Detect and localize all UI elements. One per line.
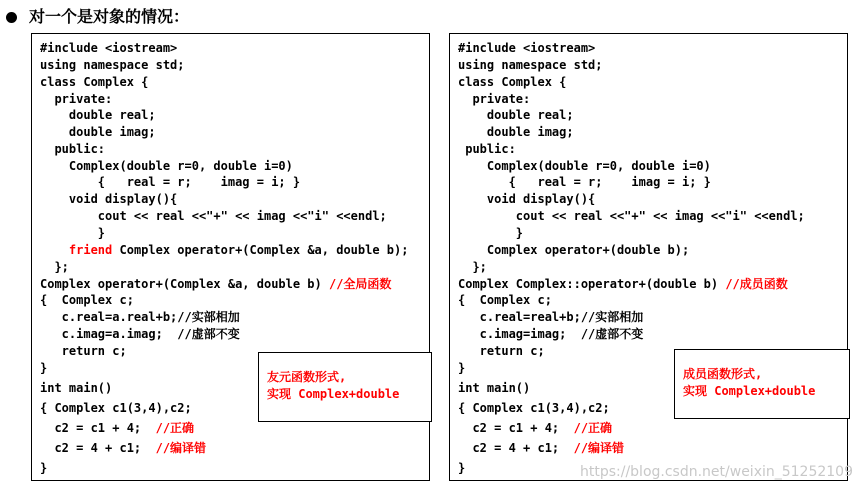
code-line [458, 191, 595, 207]
code-text: } [458, 461, 466, 475]
code-text: #include <iostream> [458, 41, 596, 55]
code-text: using namespace std; [40, 58, 185, 72]
code-text: }; [40, 260, 69, 274]
code-line [40, 309, 240, 325]
code-text: return c; [40, 344, 127, 358]
heading-text: 对一个是对象的情况： [29, 7, 190, 26]
code-text: void display(){ [40, 192, 178, 206]
code-text: Complex Complex::operator+(double b) [458, 277, 726, 291]
code-text: double imag; [458, 125, 574, 139]
code-text: { Complex c; [458, 293, 552, 307]
code-line [458, 225, 523, 241]
code-text: { Complex c1(3,4),c2; [458, 401, 610, 415]
code-text: cout << real <<"+" << imag <<"i" <<endl; [40, 209, 387, 223]
code-text: c2 = c1 + 4; [40, 421, 156, 435]
code-text: } [40, 361, 48, 375]
code-text: cout << real <<"+" << imag <<"i" <<endl; [458, 209, 805, 223]
code-line [458, 91, 530, 107]
code-line [40, 40, 177, 56]
code-line [40, 242, 408, 258]
code-line [458, 400, 610, 416]
code-line [458, 259, 487, 275]
code-text: #include <iostream> [40, 41, 178, 55]
code-text: Complex(double r=0, double i=0) [40, 159, 293, 173]
code-line [458, 242, 689, 258]
code-text: private: [40, 92, 113, 106]
watermark: https://blog.csdn.net/weixin_51252109 [579, 464, 853, 480]
code-text: int main() [458, 381, 531, 395]
code-line [458, 276, 788, 292]
code-highlight: //成员函数 [725, 277, 788, 291]
code-line [40, 420, 194, 436]
code-text: Complex(double r=0, double i=0) [458, 159, 711, 173]
code-text: } [458, 226, 524, 240]
code-text: double imag; [40, 125, 156, 139]
right-note-box: 成员函数形式, 实现 Complex+double [674, 349, 850, 419]
code-highlight: //正确 [155, 421, 195, 435]
code-text: c.imag=imag; //虚部不变 [458, 327, 644, 341]
left-note-box: 友元函数形式, 实现 Complex+double [258, 352, 432, 422]
code-line [458, 208, 805, 224]
code-highlight: friend [68, 243, 113, 257]
code-line [40, 400, 192, 416]
code-line [40, 57, 185, 73]
code-line [40, 259, 69, 275]
code-text: Complex operator+(Complex &a, double b); [112, 243, 409, 257]
code-line [40, 225, 105, 241]
code-text: Complex operator+(double b); [458, 243, 690, 257]
section-heading [6, 6, 189, 28]
code-line [458, 460, 465, 476]
code-text: { Complex c1(3,4),c2; [40, 401, 192, 415]
code-line [458, 309, 643, 325]
code-line [458, 174, 711, 190]
code-text: }; [458, 260, 487, 274]
code-line [40, 74, 148, 90]
code-line [40, 91, 112, 107]
right-code-panel [449, 33, 848, 481]
left-code-panel [31, 33, 430, 481]
code-text: private: [458, 92, 531, 106]
code-text: c.imag=a.imag; //虚部不变 [40, 327, 240, 341]
code-line [458, 343, 545, 359]
code-text: } [40, 226, 106, 240]
code-line [40, 440, 206, 456]
code-line [40, 124, 156, 140]
code-line [40, 191, 177, 207]
code-line [458, 57, 603, 73]
code-text: double real; [458, 108, 574, 122]
code-text: c2 = 4 + c1; [40, 441, 156, 455]
code-line [458, 107, 574, 123]
code-line [40, 343, 127, 359]
code-text: { real = r; imag = i; } [458, 175, 711, 189]
code-line [40, 276, 391, 292]
code-line [458, 326, 643, 342]
code-line [40, 380, 112, 396]
code-line [40, 360, 47, 376]
code-highlight: //正确 [573, 421, 613, 435]
code-highlight: //全局函数 [328, 277, 392, 291]
code-line [40, 141, 105, 157]
code-line [458, 380, 530, 396]
code-line [458, 124, 574, 140]
code-line [40, 460, 47, 476]
code-text: int main() [40, 381, 113, 395]
code-line [458, 420, 612, 436]
code-text: { real = r; imag = i; } [40, 175, 301, 189]
code-line [458, 74, 566, 90]
code-text: class Complex { [40, 75, 149, 89]
code-text [40, 243, 69, 257]
code-text: } [40, 461, 48, 475]
code-line [40, 292, 134, 308]
bullet-icon [6, 12, 17, 23]
code-text: double real; [40, 108, 156, 122]
code-line [40, 158, 293, 174]
code-text: c2 = c1 + 4; [458, 421, 574, 435]
code-text: return c; [458, 344, 545, 358]
code-line [458, 141, 516, 157]
code-line [458, 292, 552, 308]
code-text: public: [40, 142, 106, 156]
code-text: c.real=a.real+b;//实部相加 [40, 310, 240, 324]
code-line [458, 40, 595, 56]
code-text: { Complex c; [40, 293, 134, 307]
code-highlight: //编译错 [155, 441, 207, 455]
code-text: using namespace std; [458, 58, 603, 72]
code-text: c.real=real+b;//实部相加 [458, 310, 644, 324]
code-highlight: //编译错 [573, 441, 625, 455]
code-line [458, 158, 711, 174]
code-text: public: [458, 142, 516, 156]
code-text: } [458, 361, 466, 375]
code-line [458, 360, 465, 376]
code-text: c2 = 4 + c1; [458, 441, 574, 455]
code-text: class Complex { [458, 75, 567, 89]
code-text: void display(){ [458, 192, 596, 206]
code-text: Complex operator+(Complex &a, double b) [40, 277, 329, 291]
code-line [40, 174, 300, 190]
code-line [40, 107, 156, 123]
code-line [40, 208, 387, 224]
code-line [40, 326, 240, 342]
code-line [458, 440, 624, 456]
